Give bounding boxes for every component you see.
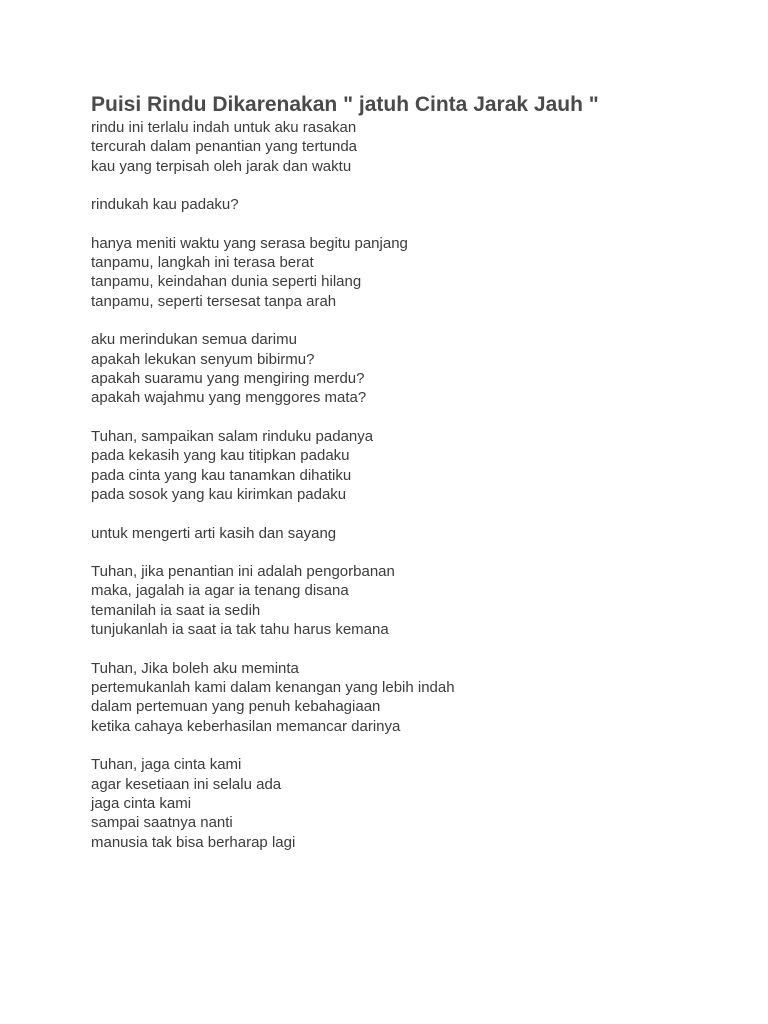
poem-line: tanpamu, keindahan dunia seperti hilang	[91, 273, 362, 291]
poem-line: ketika cahaya keberhasilan memancar darinya	[91, 717, 401, 735]
poem-line: pertemukanlah kami dalam kenangan yang lebih indah	[91, 678, 455, 696]
poem-line: rindu ini terlalu indah untuk aku rasakan	[91, 119, 357, 136]
poem-body	[91, 118, 731, 852]
poem-line: Tuhan, Jika boleh aku meminta	[91, 659, 299, 677]
poem-line: Tuhan, jaga cinta kami	[91, 756, 242, 774]
poem-line: jaga cinta kami	[91, 794, 192, 812]
poem-content	[91, 92, 731, 871]
poem-line: tunjukanlah ia saat ia tak tahu harus kemana	[91, 621, 389, 639]
stanza	[91, 562, 731, 640]
poem-line: manusia tak bisa berharap lagi	[91, 833, 296, 851]
stanza	[91, 118, 731, 176]
poem-line: Tuhan, jika penantian ini adalah pengorbanan	[91, 562, 395, 580]
stanza	[91, 330, 731, 408]
stanza	[91, 659, 731, 737]
stanza	[91, 524, 731, 543]
stanza	[91, 755, 731, 852]
poem-line: Tuhan, sampaikan salam rinduku padanya	[91, 427, 374, 445]
poem-line: agar kesetiaan ini selalu ada	[91, 775, 282, 793]
poem-line: maka, jagalah ia agar ia tenang disana	[91, 582, 349, 600]
poem-line: sampai saatnya nanti	[91, 814, 233, 832]
poem-line: pada cinta yang kau tanamkan dihatiku	[91, 466, 352, 484]
poem-line: aku merindukan semua darimu	[91, 331, 297, 349]
poem-line: temanilah ia saat ia sedih	[91, 601, 261, 619]
poem-line: tanpamu, seperti tersesat tanpa arah	[91, 292, 337, 310]
poem-line: untuk mengerti arti kasih dan sayang	[91, 524, 337, 542]
poem-line: apakah lekukan senyum bibirmu?	[91, 350, 315, 368]
stanza	[91, 427, 731, 505]
poem-line: pada sosok yang kau kirimkan padaku	[91, 486, 347, 504]
poem-line: rindukah kau padaku?	[91, 196, 239, 214]
poem-line: tanpamu, langkah ini terasa berat	[91, 254, 314, 272]
poem-line: apakah suaramu yang mengiring merdu?	[91, 370, 365, 388]
poem-line: apakah wajahmu yang menggores mata?	[91, 389, 367, 407]
stanza	[91, 195, 731, 214]
poem-line: tercurah dalam penantian yang tertunda	[91, 138, 358, 156]
poem-line: kau yang terpisah oleh jarak dan waktu	[91, 157, 352, 175]
poem-line: pada kekasih yang kau titipkan padaku	[91, 447, 350, 465]
poem-line: dalam pertemuan yang penuh kebahagiaan	[91, 698, 381, 716]
poem-line: hanya meniti waktu yang serasa begitu panjang	[91, 234, 408, 252]
stanza	[91, 234, 731, 312]
poem-title: Puisi Rindu Dikarenakan " jatuh Cinta Jarak Jauh "	[91, 93, 599, 116]
